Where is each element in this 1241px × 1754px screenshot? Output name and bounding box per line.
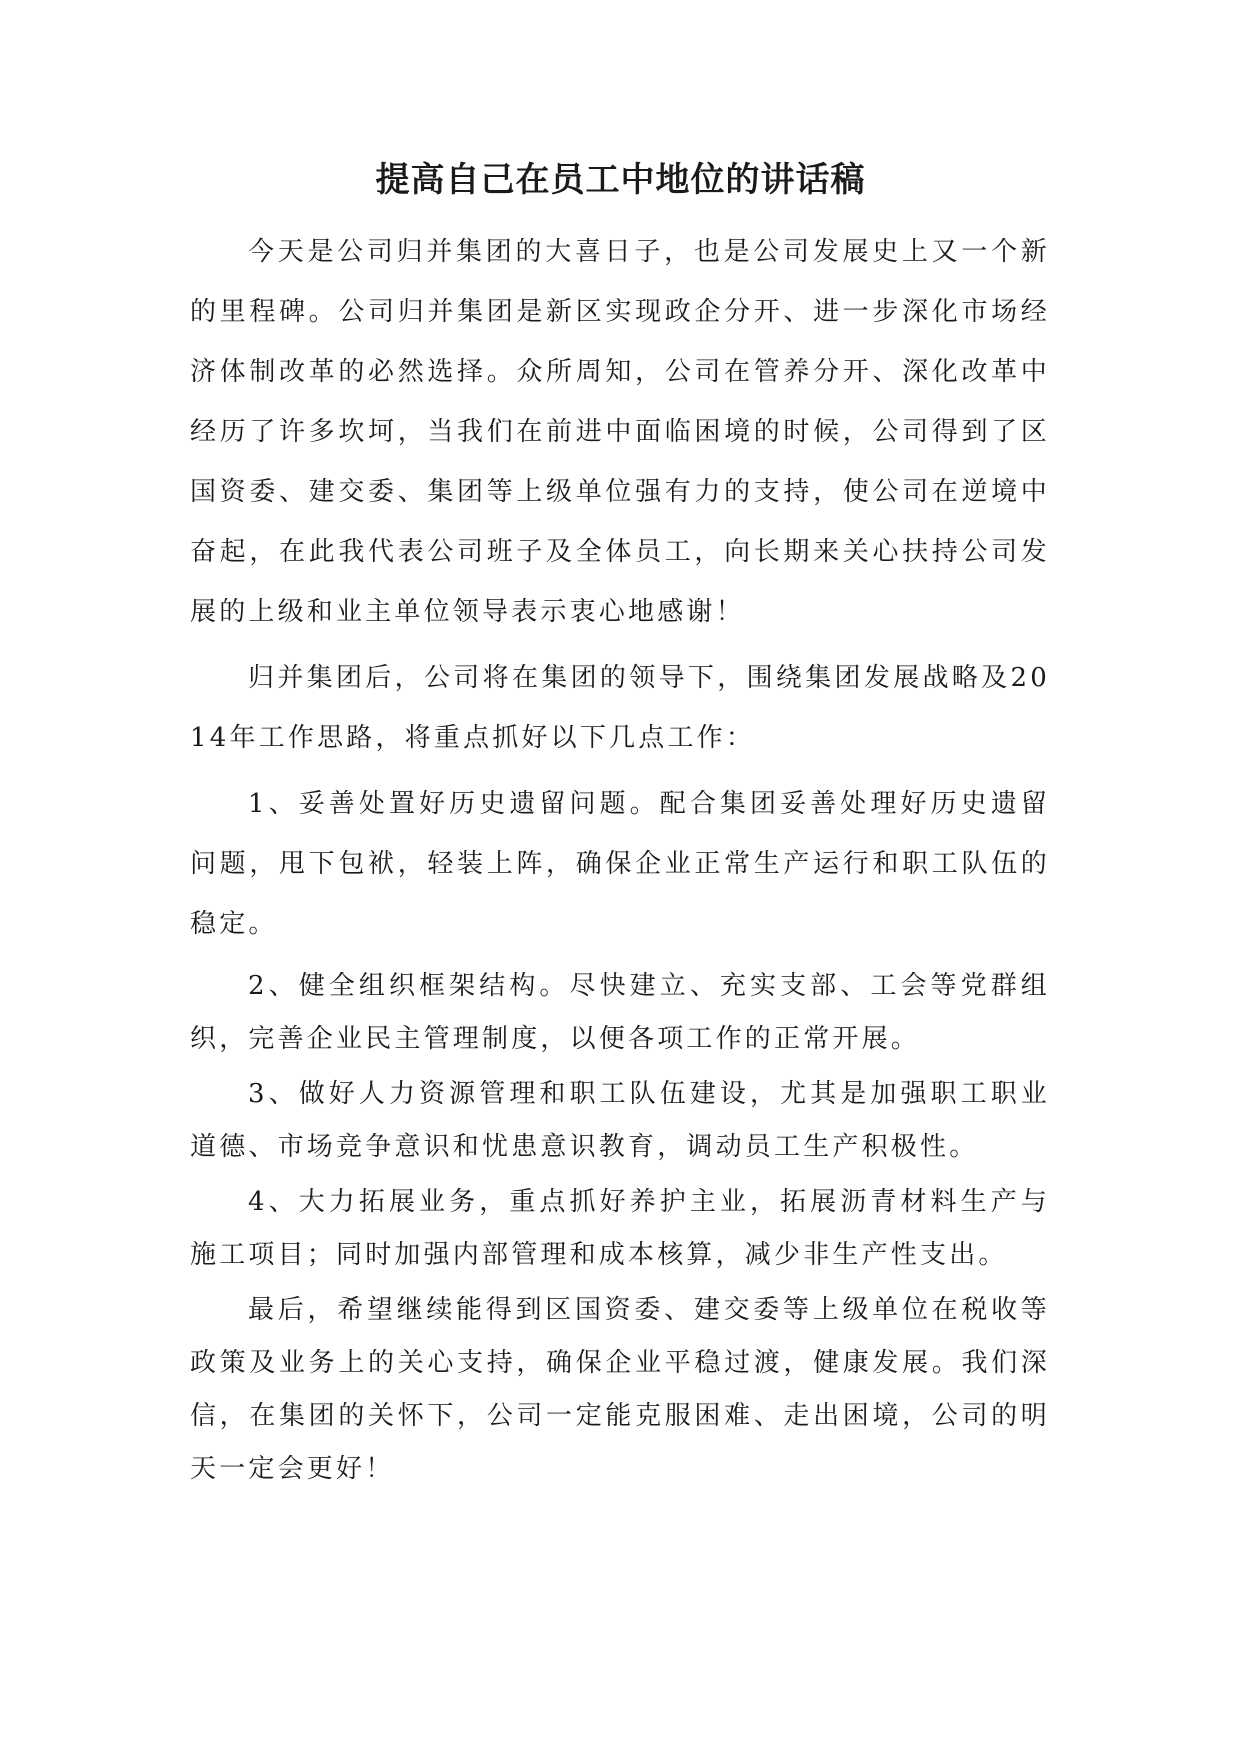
paragraph-item-1: 1、妥善处置好历史遗留问题。配合集团妥善处理好历史遗留问题，甩下包袱，轻装上阵，确保企业正常生产运行和职工队伍的稳定。 (190, 789, 1050, 939)
paragraph-item-2: 2、健全组织框架结构。尽快建立、充实支部、工会等党群组织，完善企业民主管理制度，以便各项工作的正常开展。 (190, 971, 1050, 1054)
paragraph-item-3: 3、做好人力资源管理和职工队伍建设，尤其是加强职工职业道德、市场竞争意识和忧患意识教育，调动员工生产积极性。 (190, 1079, 1050, 1162)
paragraph-work-plan-intro: 归并集团后，公司将在集团的领导下，围绕集团发展战略及2014年工作思路，将重点抓好以下几点工作： (190, 663, 1050, 753)
paragraph-item-4: 4、大力拓展业务，重点抓好养护主业，拓展沥青材料生产与施工项目；同时加强内部管理和成本核算，减少非生产性支出。 (190, 1187, 1050, 1270)
paragraph-opening: 今天是公司归并集团的大喜日子，也是公司发展史上又一个新的里程碑。公司归并集团是新区实现政企分开、进一步深化市场经济体制改革的必然选择。众所周知，公司在管养分开、深化改革中经历了许多坎坷，当我们在前进中面临困境的时候，公司得到了区国资委、建交委、集团等上级单位强有力的支持，使公司在逆境中奋起，在此我代表公司班子及全体员工，向长期来关心扶持公司发展的上级和业主单位领导表示衷心地感谢！ (190, 237, 1050, 627)
document-body (190, 222, 1050, 1496)
document-title: 提高自己在员工中地位的讲话稿 (375, 160, 866, 200)
paragraph-closing: 最后，希望继续能得到区国资委、建交委等上级单位在税收等政策及业务上的关心支持，确保企业平稳过渡，健康发展。我们深信，在集团的关怀下，公司一定能克服困难、走出困境，公司的明天一定会更好！ (190, 1295, 1050, 1484)
